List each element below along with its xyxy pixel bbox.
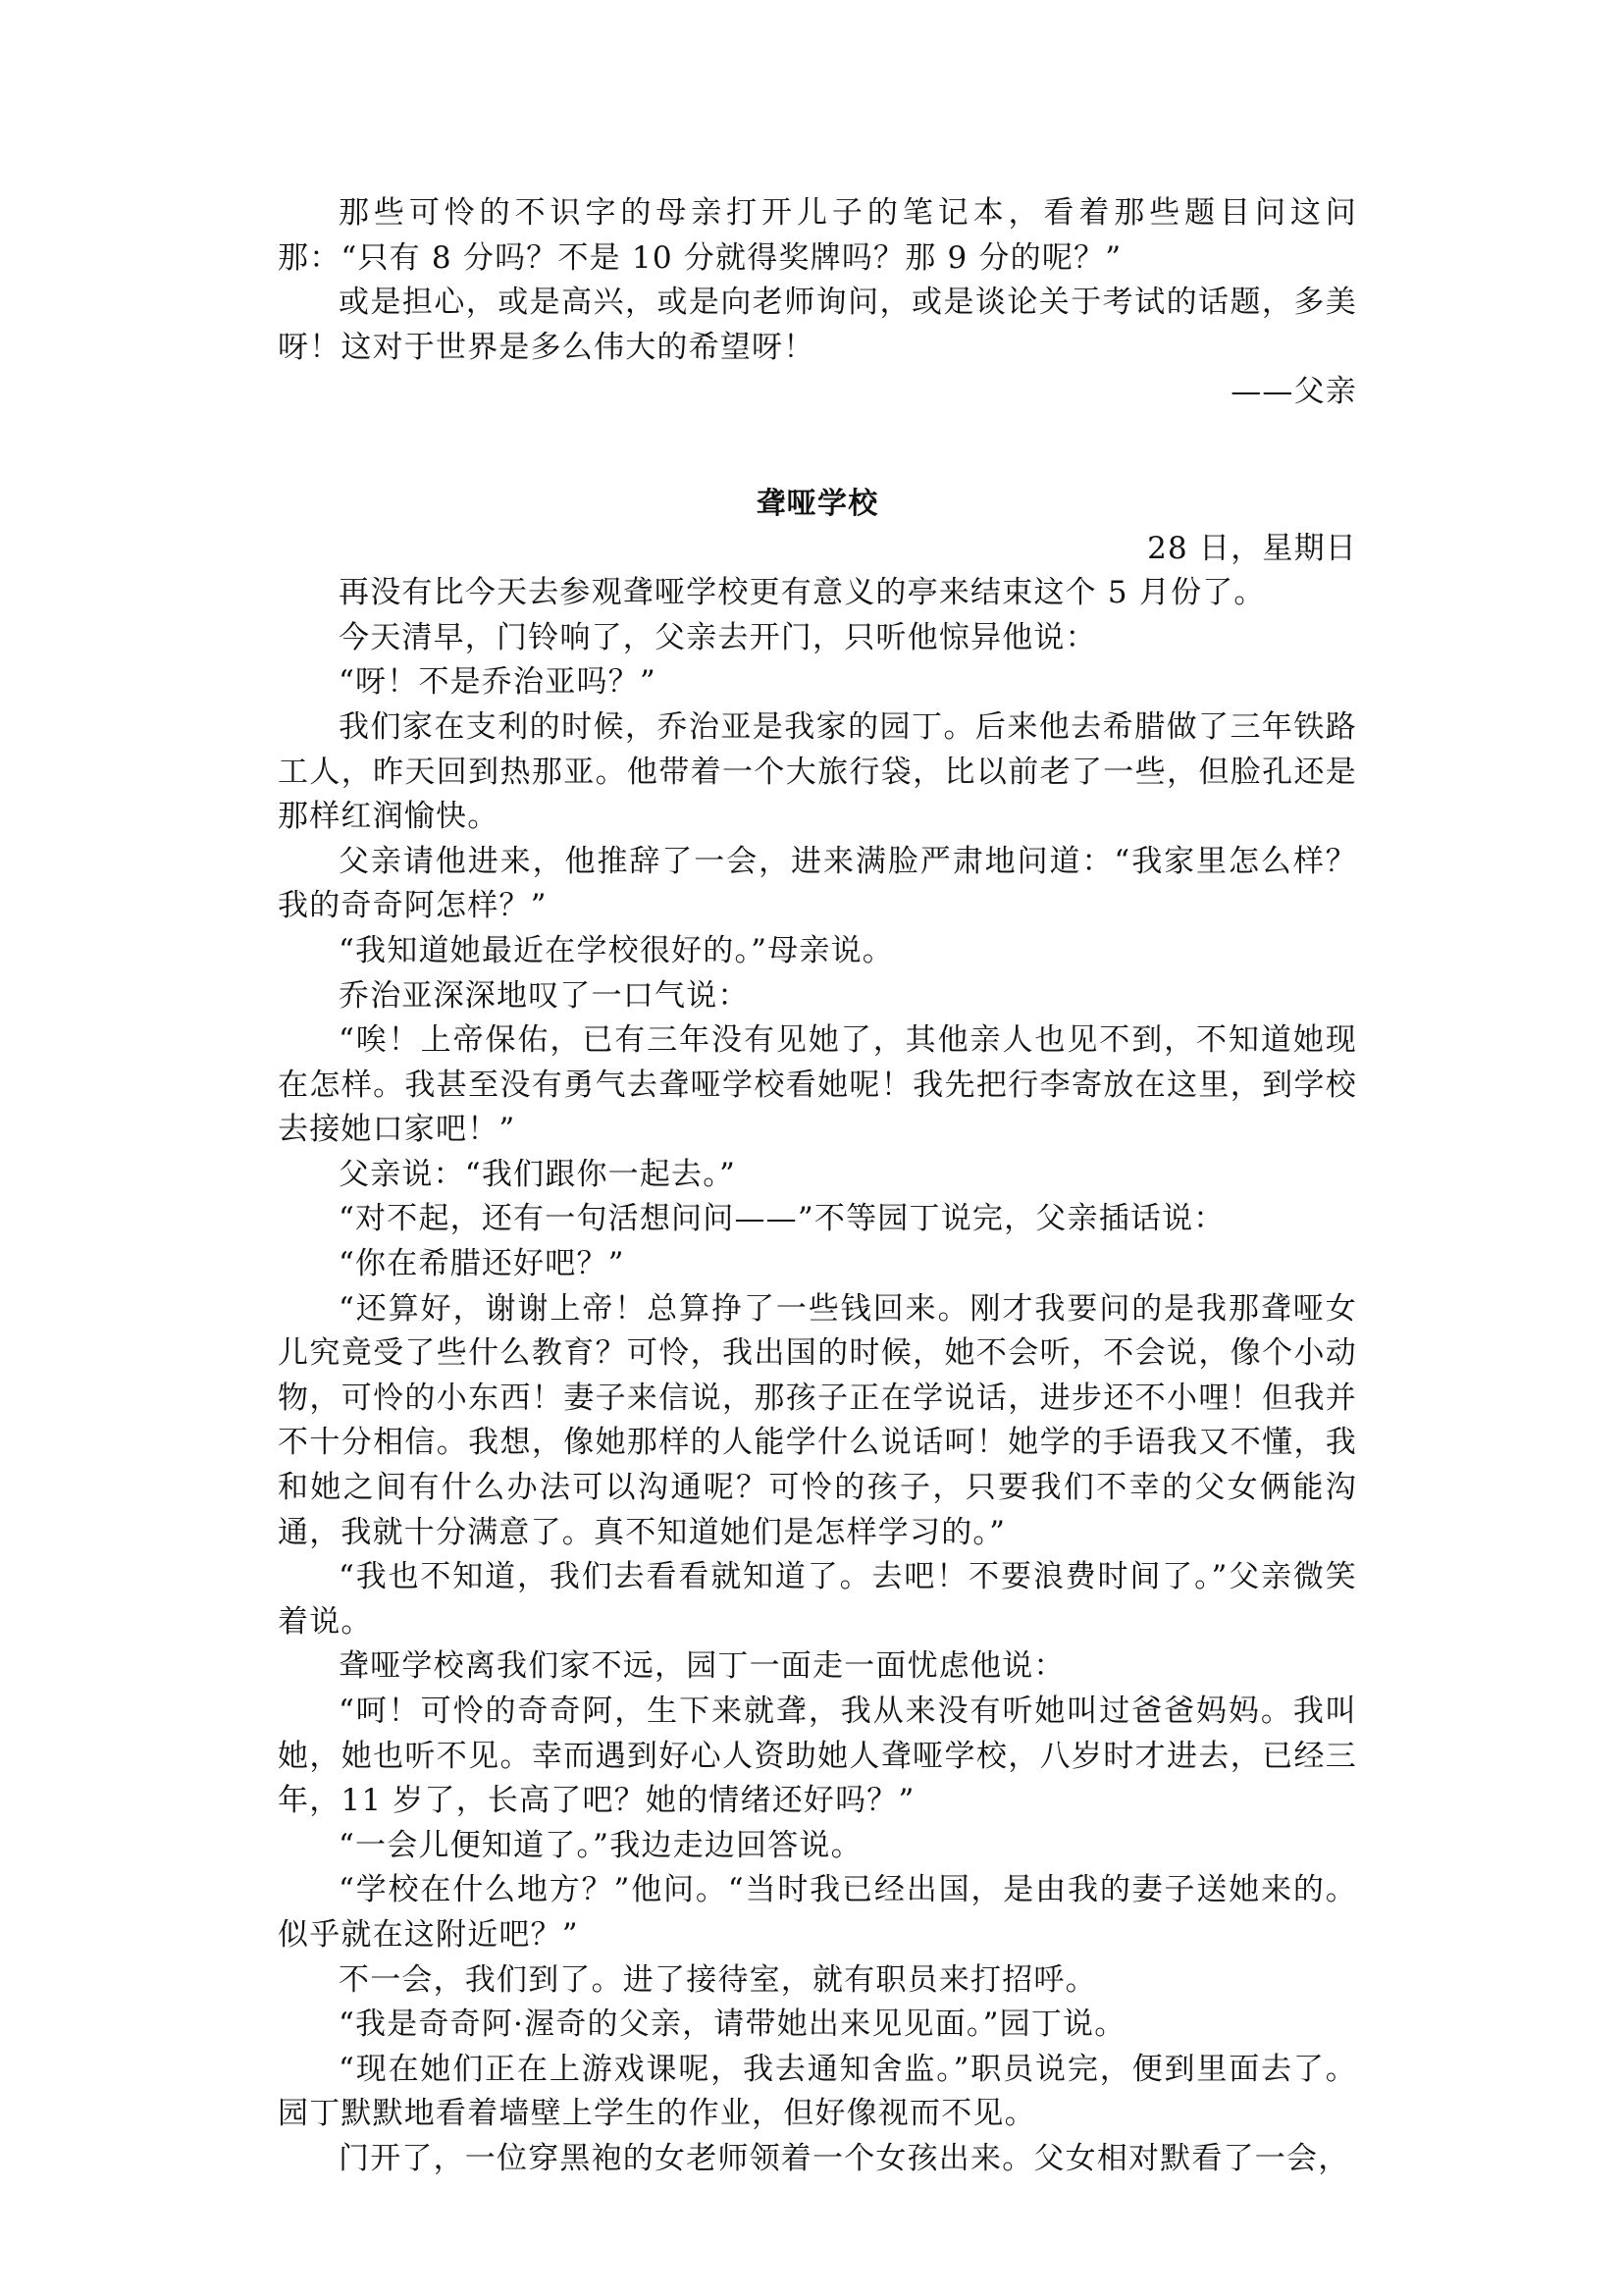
paragraph: “我知道她最近在学校很好的。”母亲说。 xyxy=(339,932,894,968)
paragraph: 父亲说：“我们跟你一起去。” xyxy=(339,1156,736,1192)
paragraph: “我是奇奇阿·渥奇的父亲，请带她出来见见面。”园丁说。 xyxy=(339,2007,1126,2043)
paragraph: 再没有比今天去参观聋哑学校更有意义的亭来结束这个 5 月份了。 xyxy=(339,575,1266,611)
paragraph: “对不起，还有一句活想问问——”不等园丁说完，父亲插话说： xyxy=(339,1201,1226,1237)
paragraph: “呵！可怜的奇奇阿，生下来就聋，我从来没有听她叫过爸爸妈妈。我叫她，她也听不见。幸而遇到好心人资助她人聋哑学校，八岁时才进去，已经三年，11 岁了，长高了吧？她的情绪还好吗？” xyxy=(278,1694,1357,1819)
signature: ——父亲 xyxy=(1231,374,1357,410)
paragraph: 不一会，我们到了。进了接待室，就有职员来打招呼。 xyxy=(339,1961,1097,1998)
paragraph: “还算好，谢谢上帝！总算挣了一些钱回来。刚才我要问的是我那聋哑女儿究竟受了些什么教育？可怜，我出国的时候，她不会听，不会说，像个小动物，可怜的小东西！妻子来信说，那孩子正在学说话，进步还不小哩！但我并不十分相信。我想，像她那样的人能学什么说话呵！她学的手语我又不懂，我和她之间有什么办法可以沟通呢？可怜的孩子，只要我们不幸的父女俩能沟通，我就十分满意了。真不知道她们是怎样学习的。” xyxy=(278,1290,1357,1550)
paragraph: “我也不知道，我们去看看就知道了。去吧！不要浪费时间了。”父亲微笑着说。 xyxy=(278,1559,1357,1640)
paragraph: 或是担心，或是高兴，或是向老师询问，或是谈论关于考试的话题，多美呀！这对于世界是多么伟大的希望呀！ xyxy=(278,285,1357,365)
paragraph: 我们家在支利的时候，乔治亚是我家的园丁。后来他去希腊做了三年铁路工人，昨天回到热那亚。他带着一个大旅行袋，比以前老了一些，但脸孔还是那样红润愉快。 xyxy=(278,708,1357,835)
paragraph: 门开了，一位穿黑袍的女老师领着一个女孩出来。父女相对默看了一会， xyxy=(339,2140,1350,2176)
diary-date: 28 日，星期日 xyxy=(1147,530,1357,566)
paragraph: “一会儿便知道了。”我边走边回答说。 xyxy=(339,1827,863,1863)
paragraph: 聋哑学校离我们家不远，园丁一面走一面忧虑他说： xyxy=(339,1648,1066,1685)
section-title: 聋哑学校 xyxy=(756,486,879,521)
paragraph: 那些可怜的不识字的母亲打开儿子的笔记本，看着那些题目问这问那：“只有 8 分吗？不是 10 分就得奖牌吗？那 9 分的呢？” xyxy=(278,195,1357,276)
paragraph: 乔治亚深深地叹了一口气说： xyxy=(339,977,750,1014)
paragraph: “现在她们正在上游戏课呢，我去通知舍监。”职员说完，便到里面去了。园丁默默地看着墙壁上学生的作业，但好像视而不见。 xyxy=(278,2051,1357,2132)
paragraph: “你在希腊还好吧？” xyxy=(339,1246,625,1282)
paragraph: “唉！上帝保佑，已有三年没有见她了，其他亲人也见不到，不知道她现在怎样。我甚至没有勇气去聋哑学校看她呢！我先把行李寄放在这里，到学校去接她口家吧！” xyxy=(278,1022,1357,1148)
paragraph: “呀！不是乔治亚吗？” xyxy=(339,664,656,701)
text-column xyxy=(278,191,1357,2182)
paragraph: 今天清早，门铃响了，父亲去开门，只听他惊异他说： xyxy=(339,619,1097,655)
paragraph: 父亲请他进来，他推辞了一会，进来满脸严肃地问道：“我家里怎么样？我的奇奇阿怎样？” xyxy=(278,843,1357,924)
paragraph: “学校在什么地方？”他问。“当时我已经出国，是由我的妻子送她来的。似乎就在这附近吧？” xyxy=(278,1872,1357,1953)
